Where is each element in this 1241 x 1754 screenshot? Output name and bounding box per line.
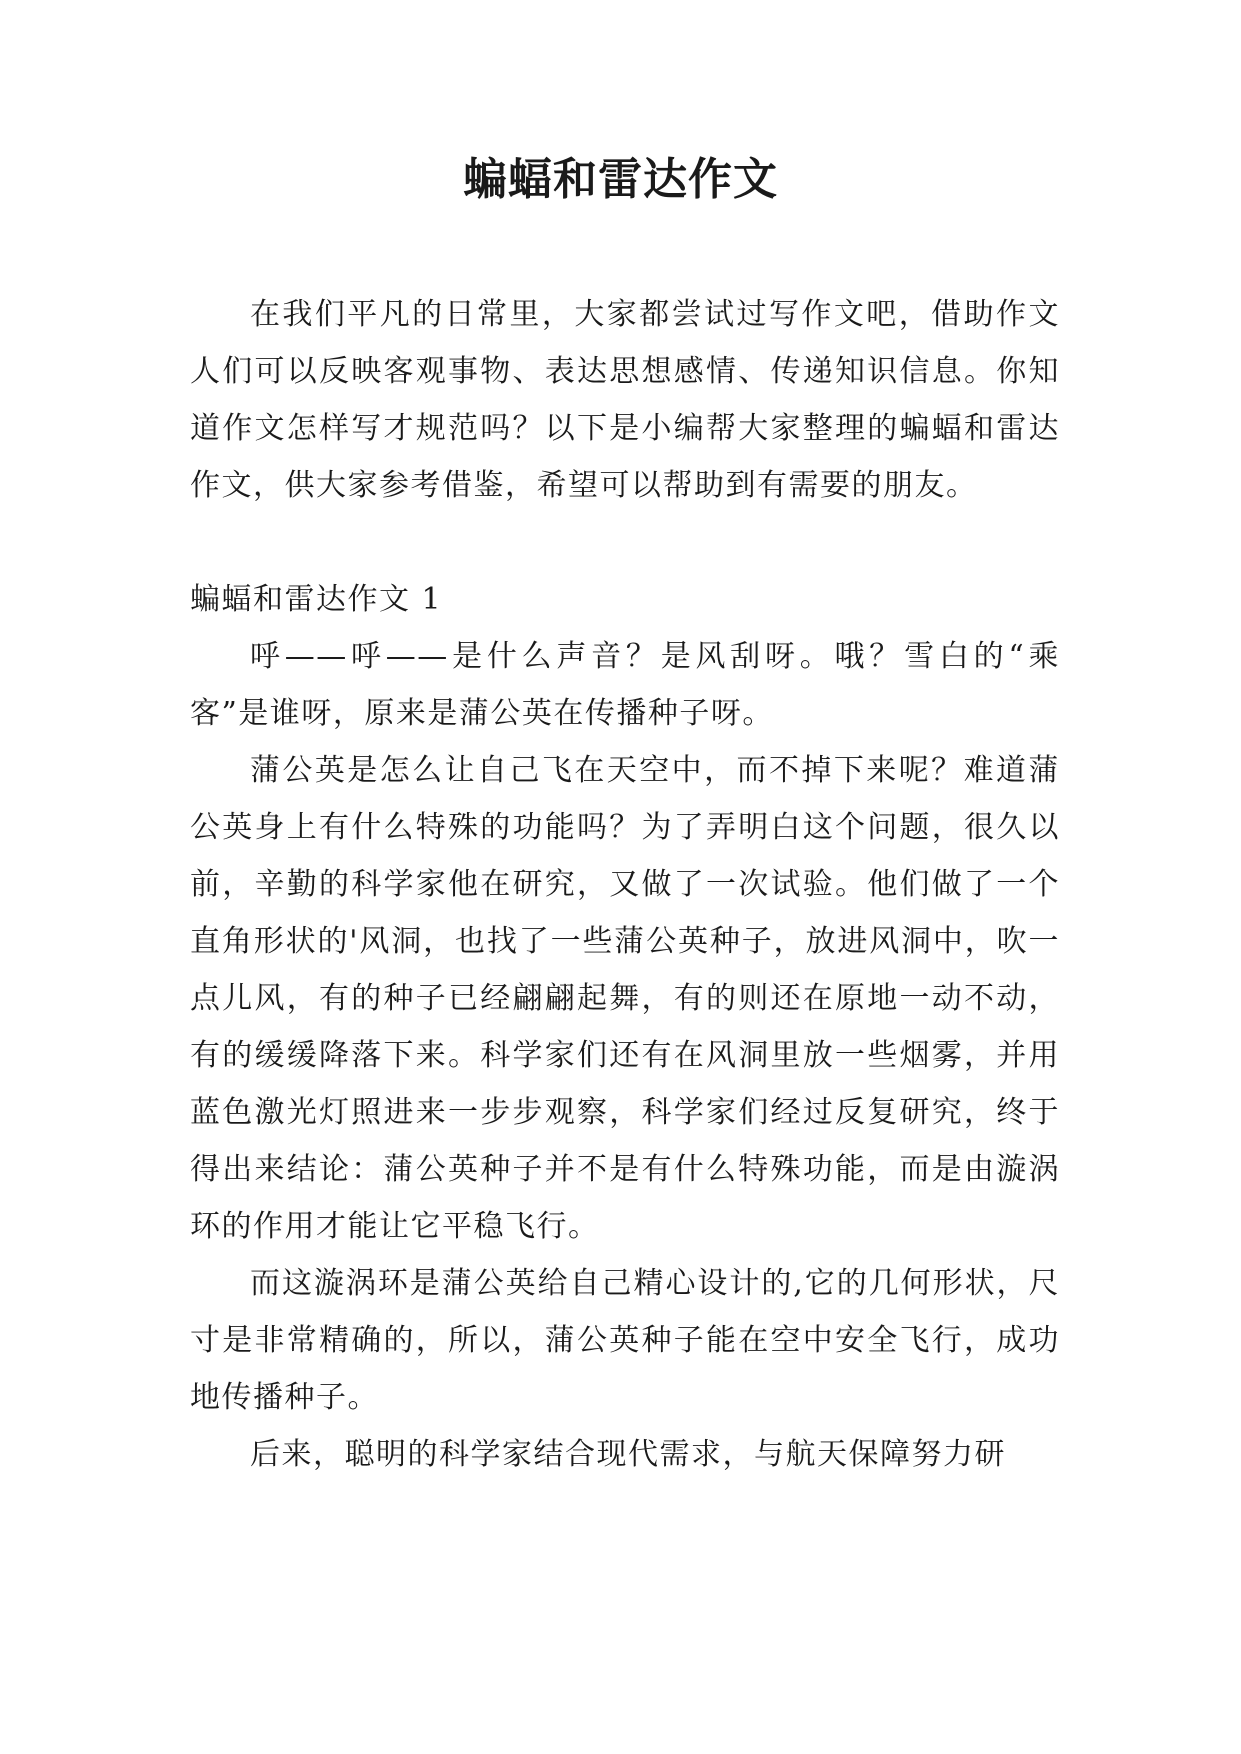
document-body [190, 286, 1060, 1483]
section-heading: 蝙蝠和雷达作文 1 [190, 582, 443, 617]
body-paragraph: 呼——呼——是什么声音？是风刮呀。哦？雪白的“乘客”是谁呀，原来是蒲公英在传播种子呀。 [190, 639, 1060, 731]
body-paragraph: 而这漩涡环是蒲公英给自己精心设计的,它的几何形状，尺寸是非常精确的，所以，蒲公英种子能在空中安全飞行，成功地传播种子。 [190, 1266, 1060, 1415]
body-paragraph: 蒲公英是怎么让自己飞在天空中，而不掉下来呢？难道蒲公英身上有什么特殊的功能吗？为了弄明白这个问题，很久以前，辛勤的科学家他在研究，又做了一次试验。他们做了一个直角形状的'风洞，也找了一些蒲公英种子，放进风洞中，吹一点儿风，有的种子已经翩翩起舞，有的则还在原地一动不动，有的缓缓降落下来。科学家们还有在风洞里放一些烟雾，并用蓝色激光灯照进来一步步观察，科学家们经过反复研究，终于得出来结论：蒲公英种子并不是有什么特殊功能，而是由漩涡环的作用才能让它平稳飞行。 [190, 753, 1060, 1244]
body-paragraph: 后来，聪明的科学家结合现代需求，与航天保障努力研 [250, 1437, 1006, 1472]
intro-paragraph: 在我们平凡的日常里，大家都尝试过写作文吧，借助作文人们可以反映客观事物、表达思想感情、传递知识信息。你知道作文怎样写才规范吗？以下是小编帮大家整理的蝙蝠和雷达作文，供大家参考借鉴，希望可以帮助到有需要的朋友。 [190, 297, 1060, 503]
document-title: 蝙蝠和雷达作文 [463, 154, 778, 205]
